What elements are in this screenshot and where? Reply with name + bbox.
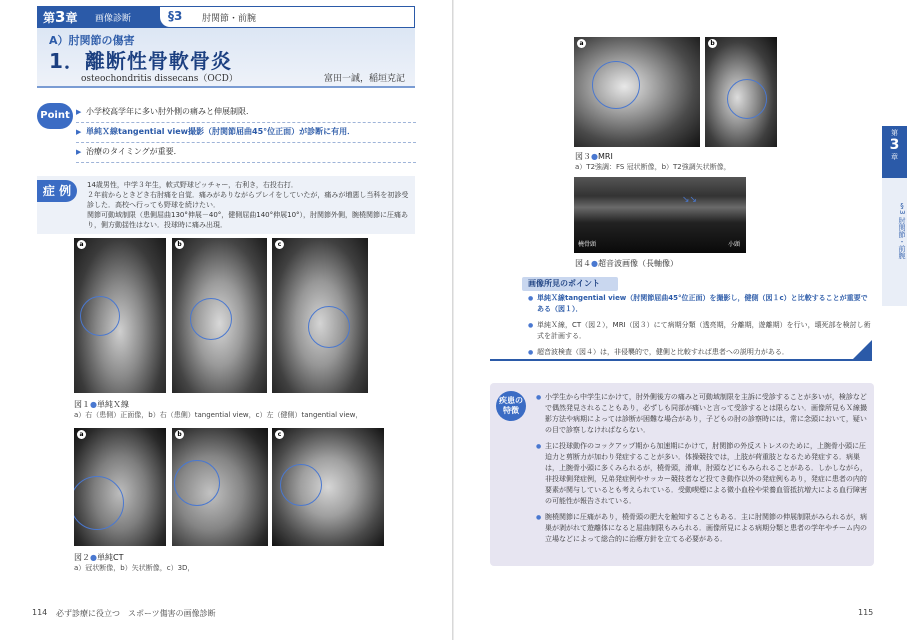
page-number-right: 115	[858, 608, 874, 617]
page-title: 1．離断性骨軟骨炎	[49, 49, 232, 73]
figure-label: b	[175, 240, 184, 249]
features-badge: 疾患の特徴	[496, 391, 526, 421]
figure-label: c	[275, 430, 284, 439]
gutter	[452, 0, 454, 640]
figure1-b-xray	[172, 238, 267, 393]
findings-rule	[490, 359, 872, 361]
case-line: ２年前からときどき右肘痛を自覚．痛みがありながらプレイをしていたが，痛みが増悪し当科を初診受診した．高校へ行っても野球を続けたい．	[87, 191, 409, 209]
section-box	[160, 7, 414, 27]
figure2-a-ct	[74, 428, 166, 546]
findings-item: ● 超音波検査（図４）は，非侵襲的で，健側と比較すれば患者への説明力がある．	[528, 347, 873, 358]
lesion-circle	[80, 296, 120, 336]
lesion-circle	[727, 79, 767, 119]
lesion-circle	[592, 61, 640, 109]
ultrasound-label-radial-head: 橈骨頭	[578, 241, 597, 248]
lesion-circle	[174, 460, 220, 506]
point-item: ▶ 治療のタイミングが重要．	[76, 146, 416, 163]
figure1-a-xray	[74, 238, 166, 393]
lesion-circle	[280, 464, 322, 506]
figure-label: a	[577, 39, 586, 48]
findings-corner	[852, 340, 872, 360]
section-number: §3	[168, 9, 183, 23]
point-badge: Point	[37, 103, 73, 129]
side-tab-section: §3 肘関節・前腕	[898, 202, 906, 259]
figure-label: a	[77, 240, 86, 249]
figure2-caption: 図２●単純CT	[74, 553, 124, 562]
point-item: ▶ 小学校高学年に多い肘外側の痛みと伸展制限．	[76, 106, 416, 123]
chapter-number: 第3章	[43, 8, 78, 26]
lesion-circle	[190, 298, 232, 340]
subhead: A）肘関節の傷害	[49, 34, 135, 47]
figure4-ultrasound	[574, 177, 746, 253]
point-item: ▶ 単純Ｘ線tangential view撮影（肘関節屈曲45°位正面）が診断に有用．	[76, 126, 416, 143]
features-item: ● 主に投球動作のコックアップ期から加速期にかけて，肘関節の外反ストレスのために，上腕骨小頭に圧迫力と剪断力が加わり発症することが多い．体操競技では，上肢が荷重肢となるため発症する．病巣は，上腕骨小頭に多くみられるが，橈骨頭，滑車，肘頭などにもみられることがある．しかしながら，非投球側発症例，兄弟発症例やサッカー競技者など投てき動作以外の発症例もあり，発症に患者の内的要素が関与しているとも考えられている．受動喫煙による微小血栓や栄養血管抵抗増大による血行障害の可能性が報告されている．	[536, 441, 868, 507]
authors: 富田一誠，稲垣克記	[323, 74, 405, 84]
case-text	[87, 180, 412, 230]
figure-label: b	[708, 39, 717, 48]
findings-title: 画像所見のポイント	[522, 277, 618, 291]
arrow-icon: ↘↘	[682, 195, 698, 205]
figure-label: c	[275, 240, 284, 249]
side-tab	[882, 126, 907, 306]
features-list	[536, 392, 868, 550]
running-footer: 必ず診療に役立つ スポーツ傷害の画像診断	[56, 609, 216, 618]
lesion-circle	[308, 306, 350, 348]
chapter-header	[37, 6, 415, 28]
findings-list	[528, 293, 873, 363]
figure3-b-mri	[705, 37, 777, 147]
side-tab-chapter: 第 3 章	[882, 126, 907, 178]
features-item: ● 腕橈関節に圧痛があり，橈骨頭の肥大を触知することもある．主に肘関節の伸展制限がみられるが，病巣が剥がれて遊離体になると屈曲制限もみられる．画像所見による病期分類と患者の学年やチーム内の立場などによって総合的に治療方針を立てる必要がある．	[536, 512, 868, 545]
chapter-label: 画像診断	[95, 14, 132, 24]
figure2-subcaption: a）冠状断像，b）矢状断像，c）3D，	[74, 564, 195, 572]
figure1-subcaption: a）右（患側）正面像，b）右（患側）tangential view，c）左（健側）tangential view，	[74, 411, 363, 419]
features-item: ● 小学生から中学生にかけて，肘外側後方の痛みと可動域制限を主訴に受診することが多いが，検診などで偶然発見されることもあり，必ずしも同部が痛いと言って受診するとは限らない．画像所見もＸ線撮影方法や病期によっては診断が困難な場合があり，子どもの肘の診察時には，常に念頭において，疑いの目で診察しなければならない．	[536, 392, 868, 436]
english-title: osteochondritis dissecans（OCD）	[81, 74, 238, 84]
figure2-b-ct	[172, 428, 268, 546]
title-block	[37, 28, 415, 88]
figure2-c-3d	[272, 428, 384, 546]
figure4-caption: 図４●超音波画像（長軸像）	[575, 259, 678, 268]
findings-item: ● 単純Ｘ線tangential view（肘関節屈曲45°位正面）を撮影し，健側（図１c）と比較することが重要である（図１）．	[528, 293, 873, 315]
case-line: 関節可動域制限（患側屈曲130°伸展－40°，健側屈曲140°伸展10°），肘関節外側，腕橈関節に圧痛あり，側方動揺性はない．投球時に痛み出現．	[87, 211, 409, 229]
case-badge: 症 例	[37, 180, 77, 202]
findings-item: ● 単純Ｘ線，CT（図２），MRI（図３）にて病期分類（透亮期，分離期，遊離期）を行い，壊死部を検討し術式を計画する．	[528, 320, 873, 342]
figure3-subcaption: a）T2強調：FS 冠状断像，b）T2強調矢状断像，	[575, 163, 731, 171]
figure1-c-xray	[272, 238, 368, 393]
page-number-left: 114	[32, 608, 48, 617]
figure1-caption: 図１●単純Ｘ線	[74, 400, 129, 409]
figure-label: a	[77, 430, 86, 439]
section-title: 肘関節・前腕	[202, 14, 257, 24]
point-list	[76, 106, 416, 166]
figure3-caption: 図３●MRI	[575, 152, 613, 161]
case-line: 14歳男性，中学３年生，軟式野球ピッチャー，右利き，右投右打．	[87, 181, 298, 189]
lesion-circle	[74, 476, 124, 530]
ultrasound-label-capitellum: 小頭	[727, 241, 740, 248]
figure3-a-mri	[574, 37, 700, 147]
figure-label: b	[175, 430, 184, 439]
